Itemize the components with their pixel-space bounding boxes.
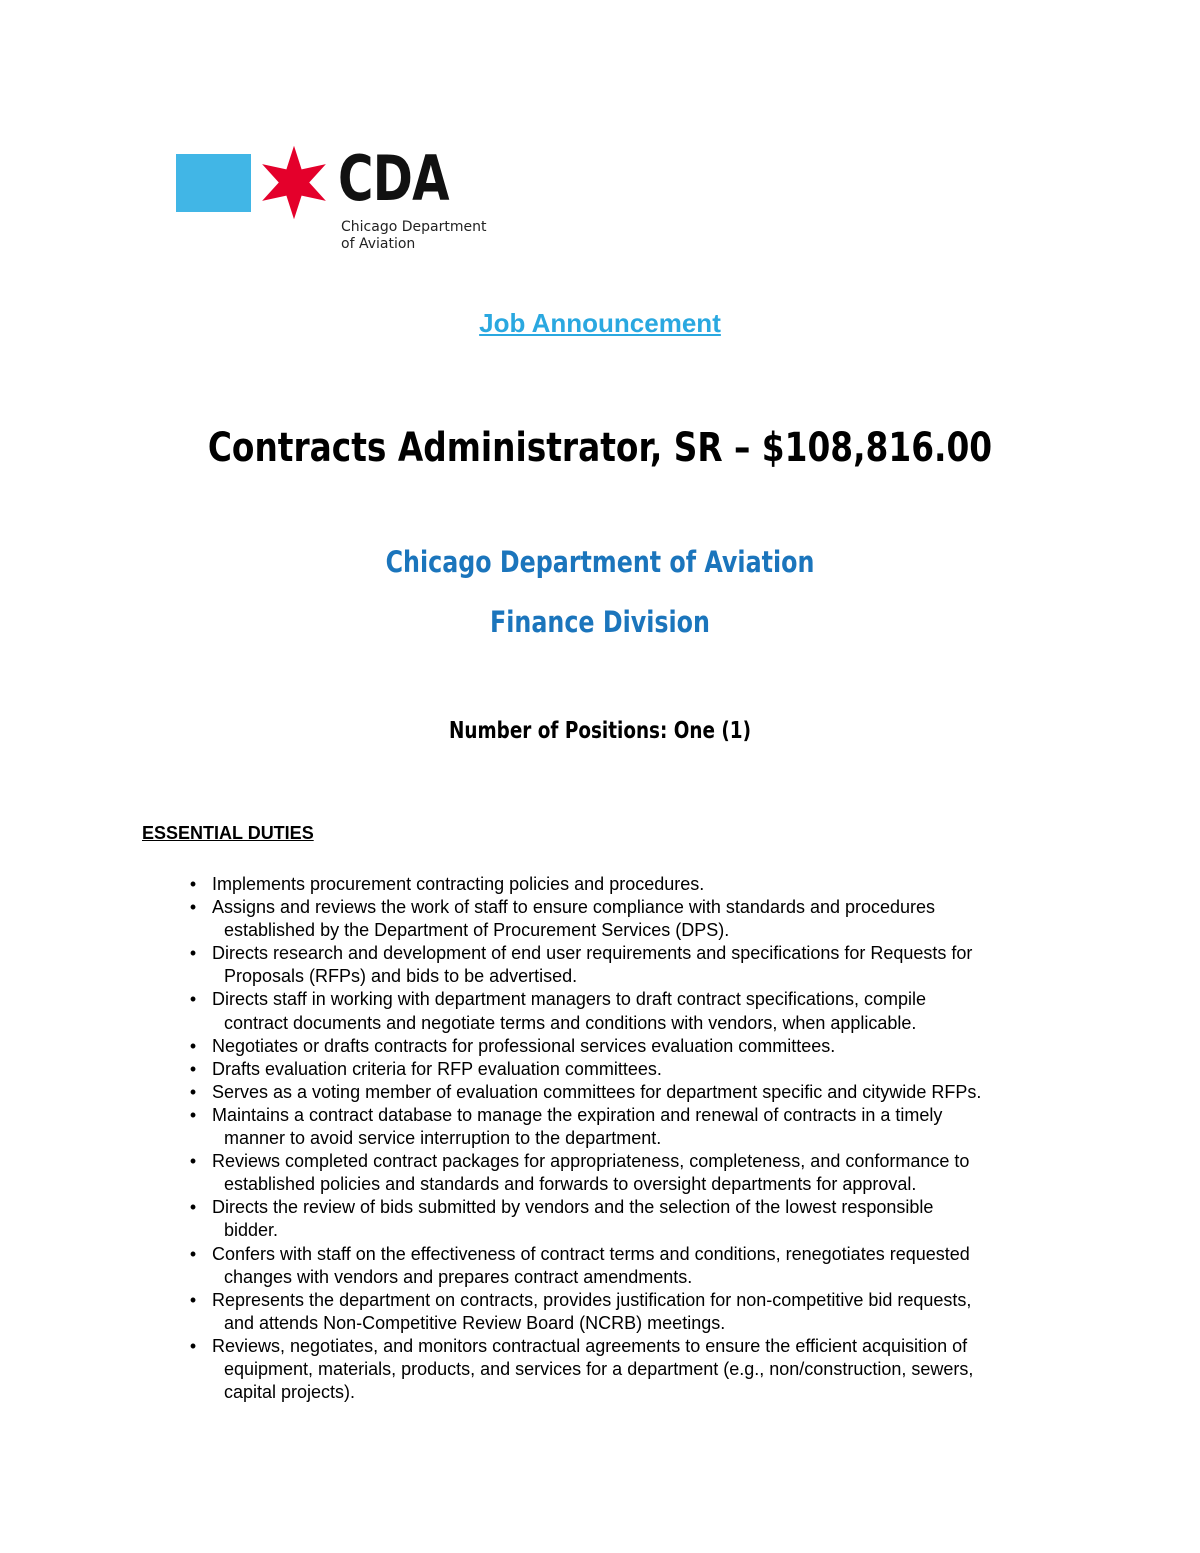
cda-logo (176, 140, 496, 255)
logo-name-line-2: of Aviation (341, 236, 416, 252)
duty-text-line: Negotiates or drafts contracts for professional services evaluation committees. (212, 1035, 836, 1056)
duty-item (186, 1104, 1066, 1150)
duty-text-line: and attends Non-Competitive Review Board (NCRB) meetings. (224, 1312, 726, 1333)
bullet-icon: • (189, 1243, 197, 1264)
duty-item (186, 1243, 1066, 1289)
duty-item (186, 1150, 1066, 1196)
essential-duties-heading: ESSENTIAL DUTIES (142, 823, 314, 843)
duty-item (186, 942, 1066, 988)
duty-item (186, 1035, 1066, 1058)
bullet-icon: • (189, 874, 197, 894)
logo-abbreviation: CDA (338, 142, 449, 215)
number-of-positions: Number of Positions: One (1) (448, 718, 752, 744)
duty-item (186, 1058, 1066, 1081)
bullet-icon: • (189, 1335, 197, 1356)
bullet-icon: • (189, 1081, 197, 1102)
duty-text-line: Directs research and development of end user requirements and specifications for Requests for (212, 943, 973, 964)
bullet-icon: • (189, 1104, 197, 1125)
duty-text-line: Directs the review of bids submitted by vendors and the selection of the lowest responsible (212, 1197, 934, 1218)
duty-text-line: Assigns and reviews the work of staff to ensure compliance with standards and procedures (212, 897, 936, 918)
duty-text-line: Confers with staff on the effectiveness of contract terms and conditions, renegotiates requested (212, 1243, 970, 1264)
duty-item (186, 873, 1066, 896)
duty-item (186, 988, 1066, 1034)
chicago-star-icon (254, 140, 334, 225)
logo-blue-square (176, 154, 251, 212)
duty-text-line: capital projects). (224, 1382, 356, 1403)
duty-item (186, 1196, 1066, 1242)
bullet-icon: • (189, 897, 197, 918)
bullet-icon: • (189, 1289, 197, 1310)
bullet-icon: • (189, 989, 197, 1010)
duty-item (186, 1335, 1066, 1404)
duty-text-line: Drafts evaluation criteria for RFP evaluation committees. (212, 1058, 662, 1079)
duty-text-line: Directs staff in working with department managers to draft contract specifications, compile (212, 989, 926, 1010)
logo-name-line-1: Chicago Department (341, 219, 487, 235)
duty-text-line: established by the Department of Procurement Services (DPS). (224, 920, 730, 941)
duty-text-line: Serves as a voting member of evaluation committees for department specific and citywide RFPs. (212, 1081, 982, 1102)
duty-item (186, 1289, 1066, 1335)
duty-text-line: manner to avoid service interruption to the department. (224, 1128, 662, 1149)
duty-text-line: Maintains a contract database to manage the expiration and renewal of contracts in a timely (212, 1104, 943, 1125)
duty-text-line: changes with vendors and prepares contract amendments. (224, 1266, 693, 1287)
bullet-icon: • (189, 943, 197, 964)
job-announcement-heading: Job Announcement (479, 308, 721, 338)
duty-text-line: Represents the department on contracts, provides justification for non-competitive bid requests, (212, 1289, 972, 1310)
duty-text-line: established policies and standards and forwards to oversight departments for approval. (224, 1174, 917, 1195)
duty-text-line: Reviews completed contract packages for appropriateness, completeness, and conformance to (212, 1151, 970, 1172)
duty-text-line: contract documents and negotiate terms and conditions with vendors, when applicable. (224, 1012, 917, 1033)
division-name: Finance Division (490, 605, 710, 639)
bullet-icon: • (189, 1151, 197, 1172)
duty-text-line: equipment, materials, products, and services for a department (e.g., non/construction, sewers, (224, 1358, 974, 1379)
duty-item (186, 1081, 1066, 1104)
job-title: Contracts Administrator, SR – $108,816.00 (207, 425, 993, 471)
duty-item (186, 896, 1066, 942)
bullet-icon: • (189, 1197, 197, 1218)
department-name: Chicago Department of Aviation (385, 545, 815, 579)
bullet-icon: • (189, 1058, 197, 1079)
bullet-icon: • (189, 1035, 197, 1056)
duty-text-line: Proposals (RFPs) and bids to be advertised. (224, 966, 578, 987)
duty-text-line: Implements procurement contracting policies and procedures. (212, 874, 705, 894)
duty-text-line: Reviews, negotiates, and monitors contractual agreements to ensure the efficient acquisition of (212, 1335, 968, 1356)
duty-text-line: bidder. (224, 1220, 279, 1241)
essential-duties-list (186, 873, 1066, 1404)
